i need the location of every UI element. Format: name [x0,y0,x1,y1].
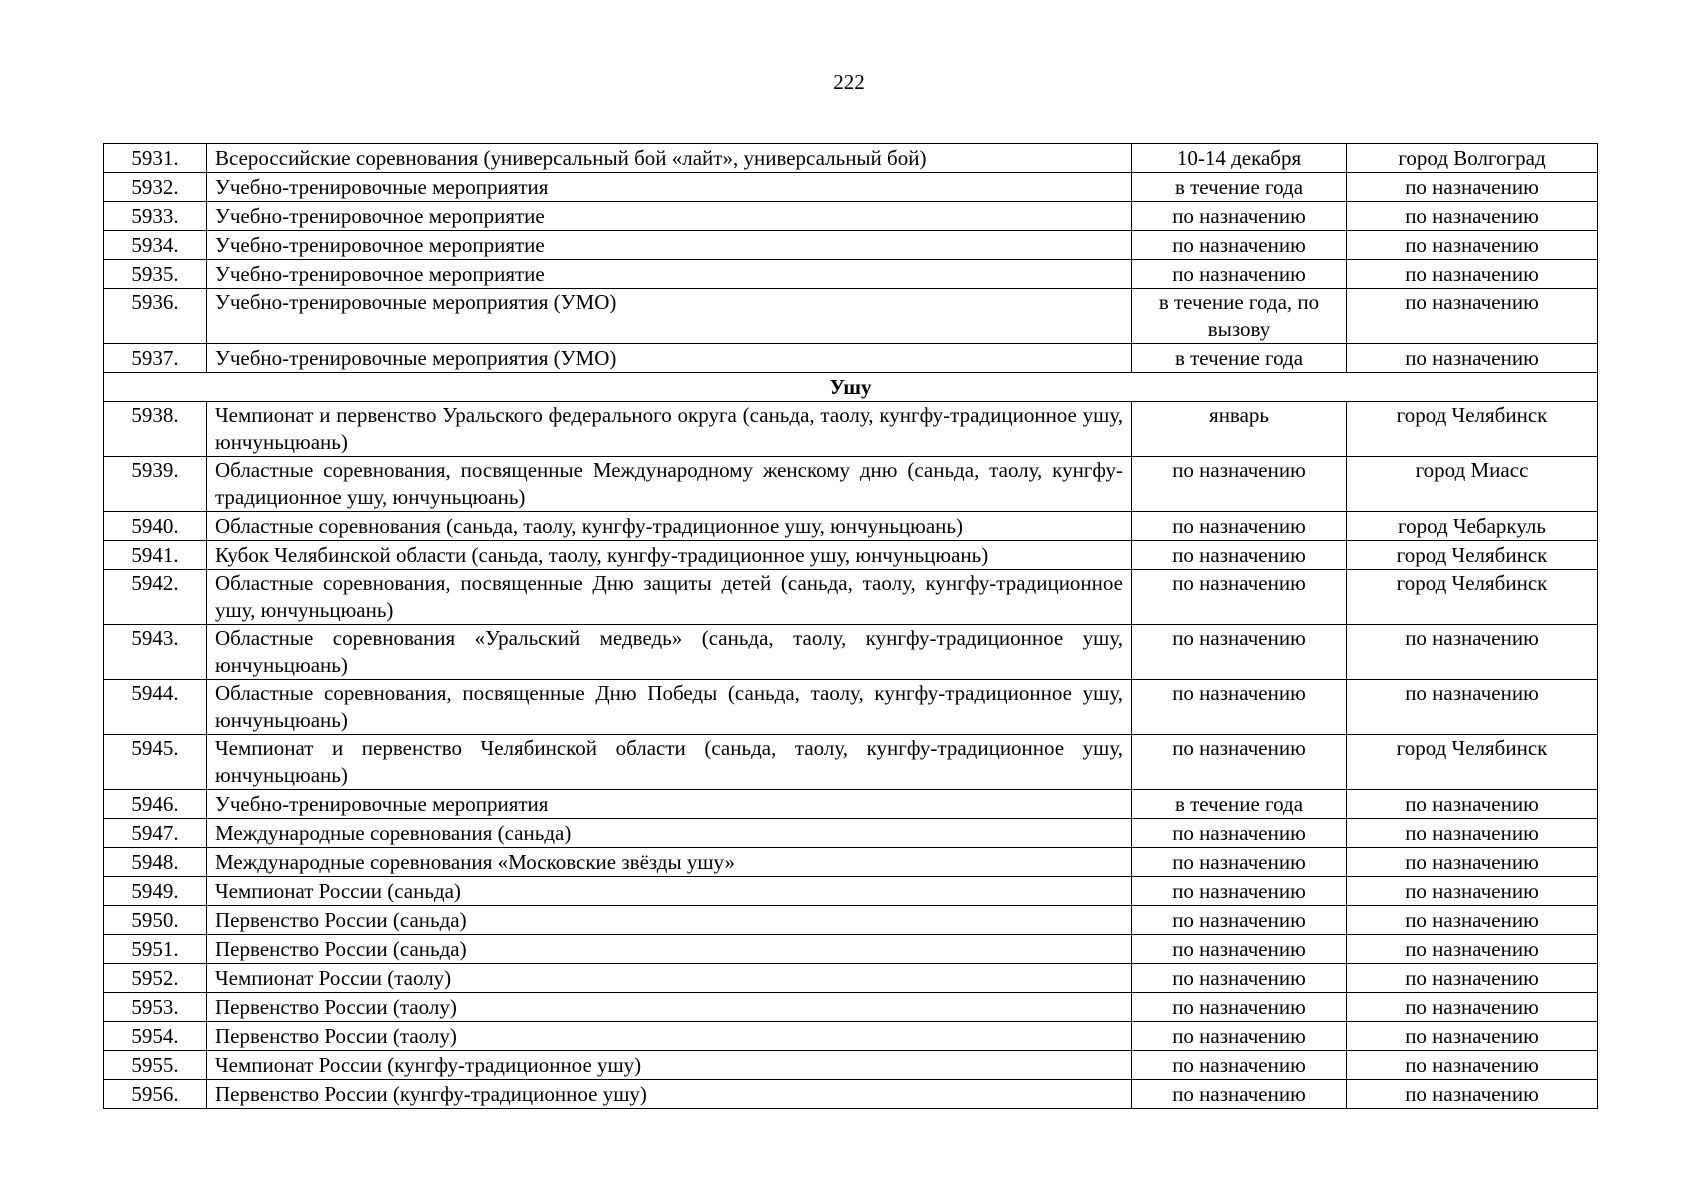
table-row [104,1080,1598,1109]
event-place: по назначению [1347,680,1598,735]
table-row [104,735,1598,790]
row-number: 5939. [104,457,207,512]
event-place: по назначению [1347,935,1598,964]
event-name: Областные соревнования, посвященные Дню Победы (саньда, таолу, кунгфу-традиционное ушу, юнчуньцюань) [207,680,1132,735]
event-name: Первенство России (саньда) [207,906,1132,935]
table-row [104,680,1598,735]
table-row [104,819,1598,848]
event-name: Международные соревнования «Московские звёзды ушу» [207,848,1132,877]
section-title: Ушу [104,373,1598,402]
event-date: по назначению [1132,964,1347,993]
event-place: город Челябинск [1347,735,1598,790]
table-row [104,1051,1598,1080]
row-number: 5945. [104,735,207,790]
row-number: 5936. [104,289,207,344]
event-name: Учебно-тренировочное мероприятие [207,260,1132,289]
event-name: Чемпионат России (таолу) [207,964,1132,993]
event-place: по назначению [1347,1022,1598,1051]
row-number: 5935. [104,260,207,289]
event-date: по назначению [1132,993,1347,1022]
table-row [104,906,1598,935]
row-number: 5956. [104,1080,207,1109]
event-name: Учебно-тренировочные мероприятия [207,173,1132,202]
events-table-body [104,144,1598,1109]
event-place: по назначению [1347,625,1598,680]
event-date: по назначению [1132,1022,1347,1051]
row-number: 5949. [104,877,207,906]
event-name: Чемпионат и первенство Уральского федерального округа (саньда, таолу, кунгфу-традиционное ушу, юнчуньцюань) [207,402,1132,457]
table-row [104,173,1598,202]
event-date: по назначению [1132,848,1347,877]
event-date: по назначению [1132,457,1347,512]
event-date: январь [1132,402,1347,457]
row-number: 5931. [104,144,207,173]
event-place: по назначению [1347,231,1598,260]
event-date: по назначению [1132,231,1347,260]
table-row [104,231,1598,260]
table-row [104,790,1598,819]
section-header-row [104,373,1598,402]
event-date: по назначению [1132,512,1347,541]
table-row [104,877,1598,906]
event-place: по назначению [1347,906,1598,935]
event-date: по назначению [1132,819,1347,848]
event-place: по назначению [1347,1080,1598,1109]
event-place: по назначению [1347,260,1598,289]
event-place: город Челябинск [1347,570,1598,625]
table-row [104,260,1598,289]
table-row [104,344,1598,373]
event-date: по назначению [1132,906,1347,935]
table-row [104,1022,1598,1051]
event-name: Первенство России (таолу) [207,1022,1132,1051]
table-row [104,512,1598,541]
row-number: 5941. [104,541,207,570]
event-place: по назначению [1347,344,1598,373]
event-name: Учебно-тренировочные мероприятия (УМО) [207,289,1132,344]
event-date: по назначению [1132,935,1347,964]
event-name: Чемпионат России (саньда) [207,877,1132,906]
table-row [104,935,1598,964]
table-row [104,625,1598,680]
event-date: по назначению [1132,1051,1347,1080]
table-row [104,402,1598,457]
row-number: 5953. [104,993,207,1022]
event-place: город Миасс [1347,457,1598,512]
event-place: по назначению [1347,173,1598,202]
row-number: 5932. [104,173,207,202]
row-number: 5938. [104,402,207,457]
event-name: Чемпионат России (кунгфу-традиционное ушу) [207,1051,1132,1080]
event-place: по назначению [1347,819,1598,848]
event-place: город Челябинск [1347,541,1598,570]
row-number: 5933. [104,202,207,231]
event-date: в течение года [1132,790,1347,819]
event-name: Всероссийские соревнования (универсальный бой «лайт», универсальный бой) [207,144,1132,173]
event-place: по назначению [1347,202,1598,231]
table-row [104,457,1598,512]
event-date: по назначению [1132,877,1347,906]
event-name: Первенство России (кунгфу-традиционное ушу) [207,1080,1132,1109]
event-place: по назначению [1347,964,1598,993]
event-place: по назначению [1347,289,1598,344]
event-date: в течение года, по вызову [1132,289,1347,344]
event-name: Областные соревнования (саньда, таолу, кунгфу-традиционное ушу, юнчуньцюань) [207,512,1132,541]
row-number: 5947. [104,819,207,848]
event-date: по назначению [1132,735,1347,790]
table-row [104,144,1598,173]
event-date: по назначению [1132,260,1347,289]
table-row [104,541,1598,570]
event-place: город Волгоград [1347,144,1598,173]
event-place: по назначению [1347,1051,1598,1080]
event-name: Учебно-тренировочное мероприятие [207,231,1132,260]
row-number: 5951. [104,935,207,964]
event-place: по назначению [1347,993,1598,1022]
event-place: по назначению [1347,877,1598,906]
event-date: по назначению [1132,202,1347,231]
event-name: Учебно-тренировочные мероприятия [207,790,1132,819]
event-place: город Челябинск [1347,402,1598,457]
event-name: Международные соревнования (саньда) [207,819,1132,848]
row-number: 5955. [104,1051,207,1080]
row-number: 5943. [104,625,207,680]
table-row [104,848,1598,877]
table-row [104,570,1598,625]
row-number: 5942. [104,570,207,625]
event-date: в течение года [1132,173,1347,202]
row-number: 5948. [104,848,207,877]
row-number: 5944. [104,680,207,735]
table-row [104,289,1598,344]
row-number: 5934. [104,231,207,260]
event-name: Областные соревнования «Уральский медведь» (саньда, таолу, кунгфу-традиционное ушу, юнчуньцюань) [207,625,1132,680]
table-row [104,964,1598,993]
event-date: по назначению [1132,1080,1347,1109]
event-name: Учебно-тренировочное мероприятие [207,202,1132,231]
event-name: Кубок Челябинской области (саньда, таолу, кунгфу-традиционное ушу, юнчуньцюань) [207,541,1132,570]
row-number: 5952. [104,964,207,993]
event-date: по назначению [1132,625,1347,680]
event-date: в течение года [1132,344,1347,373]
event-name: Учебно-тренировочные мероприятия (УМО) [207,344,1132,373]
event-place: по назначению [1347,848,1598,877]
events-table [103,143,1598,1109]
event-name: Первенство России (таолу) [207,993,1132,1022]
row-number: 5937. [104,344,207,373]
row-number: 5940. [104,512,207,541]
event-place: по назначению [1347,790,1598,819]
row-number: 5946. [104,790,207,819]
row-number: 5954. [104,1022,207,1051]
event-date: по назначению [1132,541,1347,570]
event-name: Областные соревнования, посвященные Дню защиты детей (саньда, таолу, кунгфу-традиционное ушу, юнчуньцюань) [207,570,1132,625]
event-name: Чемпионат и первенство Челябинской области (саньда, таолу, кунгфу-традиционное ушу, юнчуньцюань) [207,735,1132,790]
event-date: по назначению [1132,680,1347,735]
event-name: Первенство России (саньда) [207,935,1132,964]
event-place: город Чебаркуль [1347,512,1598,541]
event-date: по назначению [1132,570,1347,625]
table-row [104,202,1598,231]
event-date: 10-14 декабря [1132,144,1347,173]
table-row [104,993,1598,1022]
page-number: 222 [833,70,865,94]
row-number: 5950. [104,906,207,935]
event-name: Областные соревнования, посвященные Международному женскому дню (саньда, таолу, кунгфу-традиционное ушу, юнчуньцюань) [207,457,1132,512]
